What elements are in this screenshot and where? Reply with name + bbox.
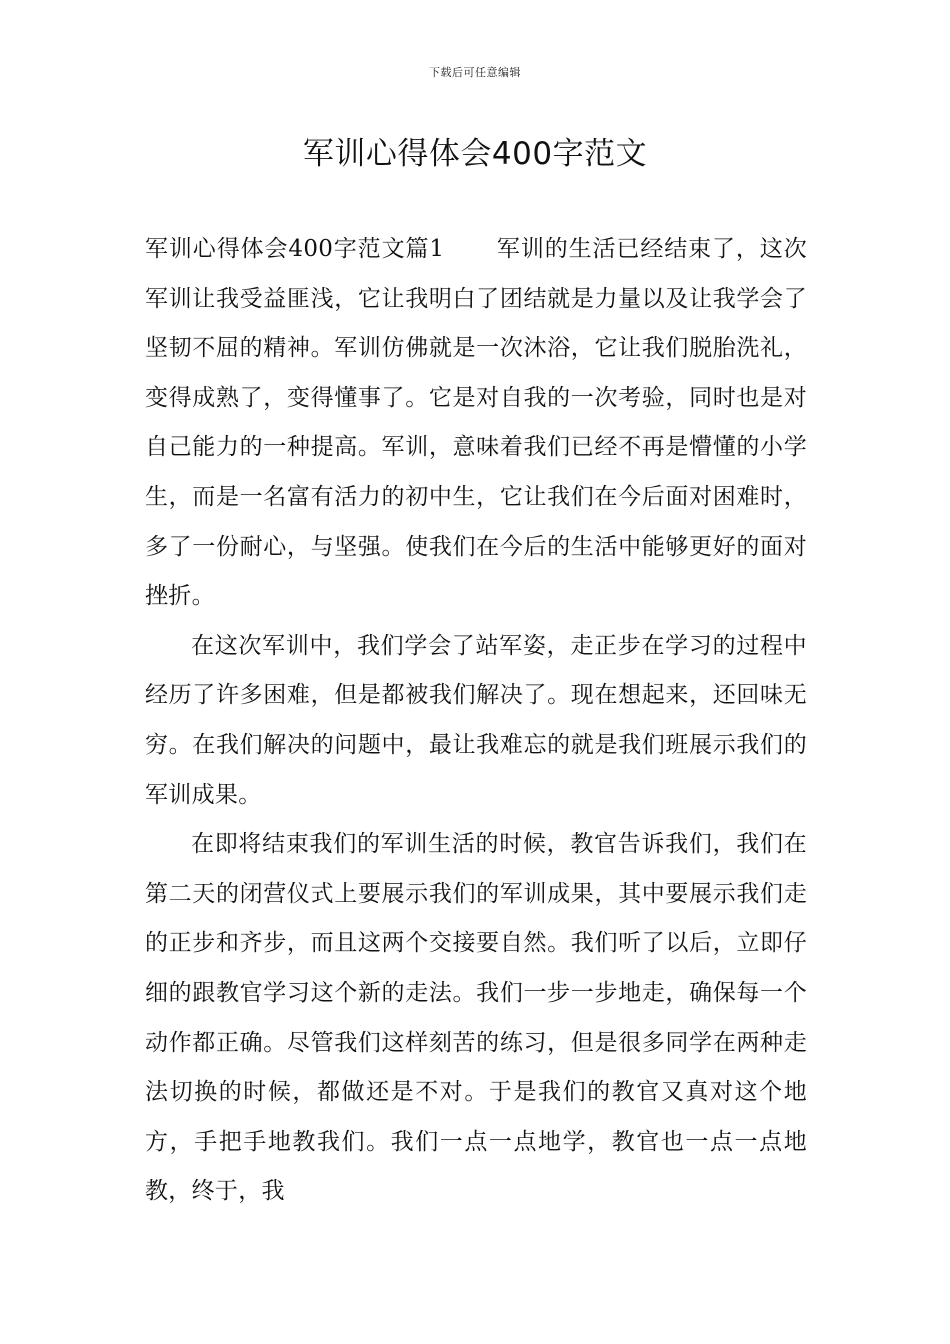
article-heading: 军训心得体会400字范文篇1 [145, 236, 445, 262]
paragraph-1 [145, 225, 807, 622]
paragraph-2: 在这次军训中，我们学会了站军姿，走正步在学习的过程中经历了许多困难，但是都被我们解决了。现在想起来，还回味无穷。在我们解决的问题中，最让我难忘的就是我们班展示我们的军训成果。 [145, 632, 807, 808]
paragraph-1-text: 军训的生活已经结束了，这次军训让我受益匪浅，它让我明白了团结就是力量以及让我学会了坚韧不屈的精神。军训仿佛就是一次沐浴，它让我们脱胎洗礼，变得成熟了，变得懂事了。它是对自我的一次考验，同时也是对自己能力的一种提高。军训，意味着我们已经不再是懵懂的小学生，而是一名富有活力的初中生，它让我们在今后面对困难时，多了一份耐心，与坚强。使我们在今后的生活中能够更好的面对挫折。 [145, 236, 808, 610]
paragraph-3: 在即将结束我们的军训生活的时候，教官告诉我们，我们在第二天的闭营仪式上要展示我们的军训成果，其中要展示我们走的正步和齐步，而且这两个交接要自然。我们听了以后，立即仔细的跟教官学习这个新的走法。我们一步一步地走，确保每一个动作都正确。尽管我们这样刻苦的练习，但是很多同学在两种走法切换的时候，都做还是不对。于是我们的教官又真对这个地方，手把手地教我们。我们一点一点地学，教官也一点一点地教，终于，我 [145, 831, 807, 1205]
header-note: 下载后可任意编辑 [429, 66, 521, 79]
document-title: 军训心得体会400字范文 [302, 136, 648, 172]
document-body [145, 225, 807, 1217]
